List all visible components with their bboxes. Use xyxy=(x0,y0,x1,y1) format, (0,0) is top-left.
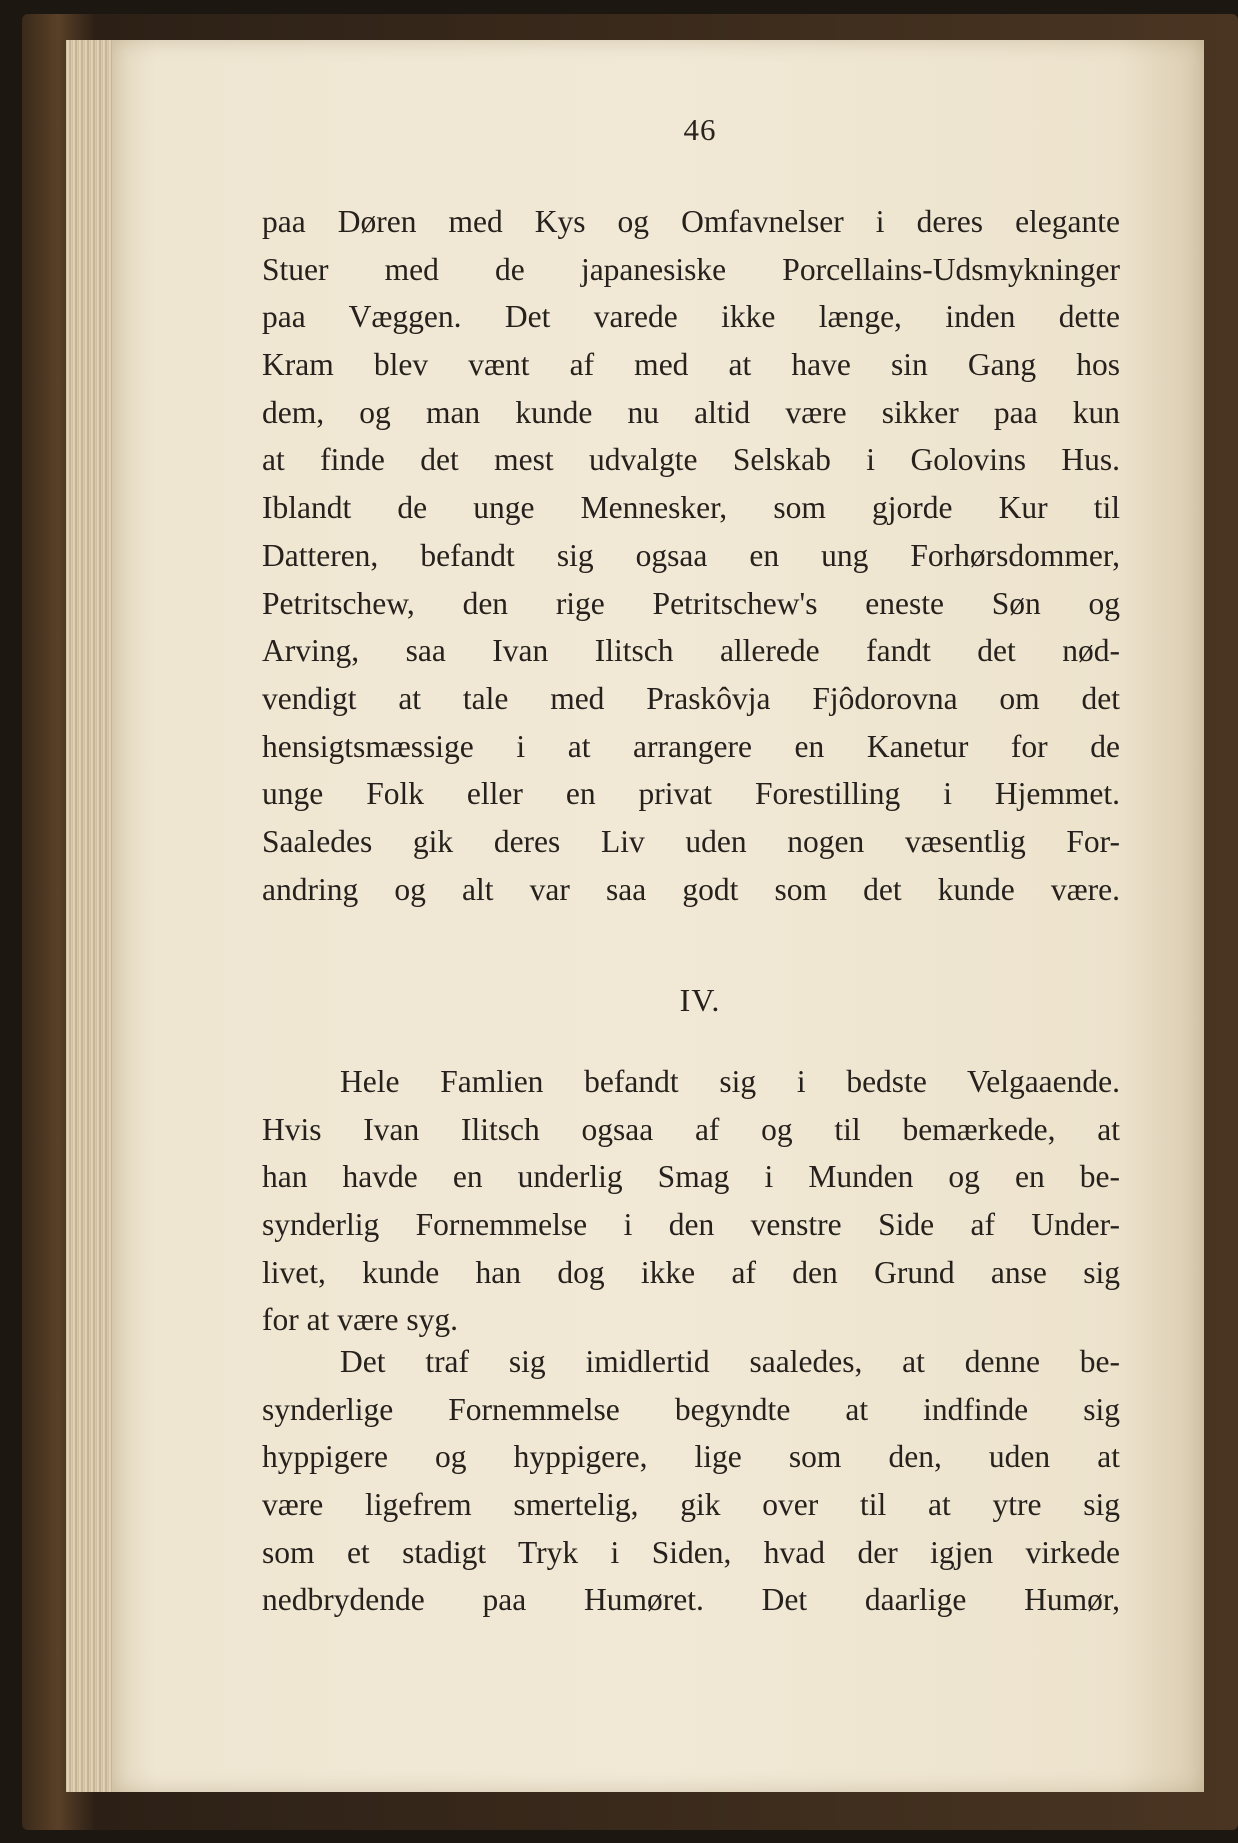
text-line: dem, og man kunde nu altid være sikker paa kun xyxy=(262,394,1120,430)
text-line: synderlig Fornemmelse i den venstre Side af Under- xyxy=(262,1207,1120,1243)
text-line: Iblandt de unge Mennesker, som gjorde Kur til xyxy=(262,490,1120,526)
text-line: Hele Famlien befandt sig i bedste Velgaaende. xyxy=(340,1064,1120,1099)
paragraph-3 xyxy=(262,1338,1120,1624)
text-line: hensigtsmæssige i at arrangere en Kanetur for de xyxy=(262,728,1120,764)
paragraph-2 xyxy=(262,1058,1120,1344)
paragraph-1 xyxy=(262,198,1120,913)
section-heading: IV. xyxy=(679,982,721,1018)
text-line: vendigt at tale med Praskôvja Fjôdorovna om det xyxy=(262,680,1120,716)
text-line: unge Folk eller en privat Forestilling i Hjemmet. xyxy=(262,776,1120,812)
text-line: Petritschew, den rige Petritschew's eneste Søn og xyxy=(262,585,1120,621)
text-line: nedbrydende paa Humøret. Det daarlige Humør, xyxy=(262,1582,1120,1618)
text-line: hyppigere og hyppigere, lige som den, uden at xyxy=(262,1439,1120,1475)
text-line: livet, kunde han dog ikke af den Grund anse sig xyxy=(262,1254,1120,1290)
text-line: for at være syg. xyxy=(262,1302,458,1338)
page-number: 46 xyxy=(683,112,717,147)
text-line: som et stadigt Tryk i Siden, hvad der igjen virkede xyxy=(262,1534,1120,1570)
text-line: han havde en underlig Smag i Munden og en be- xyxy=(262,1159,1120,1195)
text-line: Det traf sig imidlertid saaledes, at denne be- xyxy=(340,1344,1120,1379)
text-line: Arving, saa Ivan Ilitsch allerede fandt det nød- xyxy=(262,633,1120,669)
text-line: at finde det mest udvalgte Selskab i Golovins Hus. xyxy=(262,442,1120,478)
text-line: Stuer med de japanesiske Porcellains-Udsmykninger xyxy=(262,251,1120,287)
text-line: synderlige Fornemmelse begyndte at indfinde sig xyxy=(262,1391,1120,1427)
text-line: andring og alt var saa godt som det kunde være. xyxy=(262,871,1120,907)
text-line: Hvis Ivan Ilitsch ogsaa af og til bemærkede, at xyxy=(262,1111,1120,1147)
text-line: være ligefrem smertelig, gik over til at ytre sig xyxy=(262,1487,1120,1523)
text-line: paa Væggen. Det varede ikke længe, inden dette xyxy=(262,299,1120,335)
text-line: Datteren, befandt sig ogsaa en ung Forhørsdommer, xyxy=(262,537,1120,573)
text-line: paa Døren med Kys og Omfavnelser i deres elegante xyxy=(262,204,1120,239)
text-line: Kram blev vænt af med at have sin Gang hos xyxy=(262,347,1120,383)
text-line: Saaledes gik deres Liv uden nogen væsentlig For- xyxy=(262,823,1120,859)
